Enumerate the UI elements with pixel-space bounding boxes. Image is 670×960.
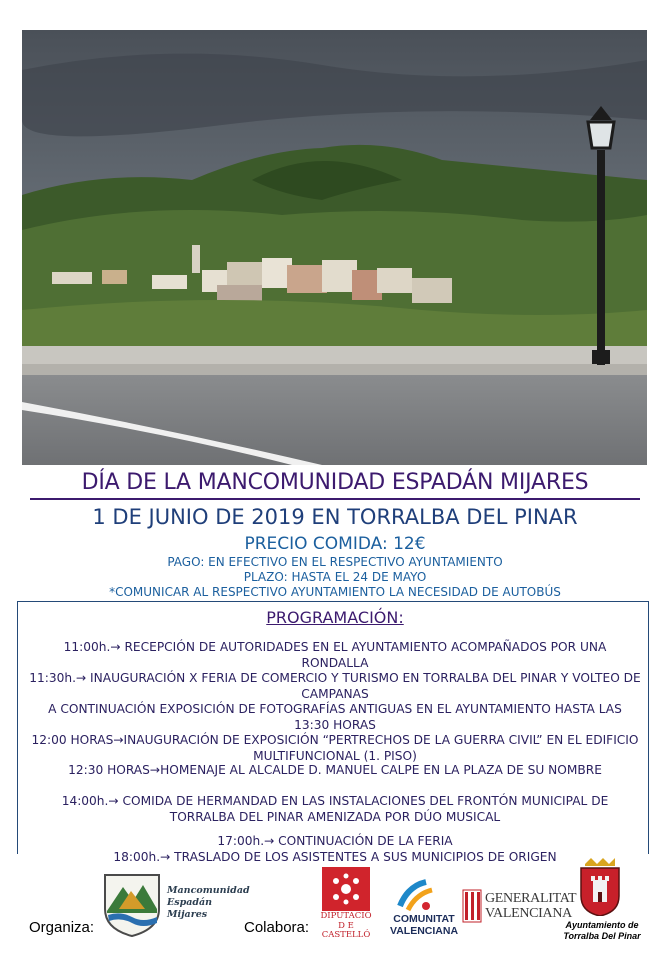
program-item bbox=[22, 850, 648, 866]
program-item-line: 14:00h.→ COMIDA DE HERMANDAD EN LAS INSTALACIONES DEL FRONTÓN MUNICIPAL DE bbox=[61, 794, 609, 808]
program-item bbox=[22, 640, 648, 671]
program-item bbox=[22, 794, 648, 825]
program-item-line: MULTIFUNCIONAL (1. PISO) bbox=[253, 748, 417, 763]
program-item bbox=[22, 702, 648, 733]
program-item-line: RONDALLA bbox=[301, 655, 369, 670]
program-item-line: TORRALBA DEL PINAR AMENIZADA POR DÚO MUSICAL bbox=[169, 809, 501, 824]
diputacio-line: D E bbox=[338, 920, 354, 931]
program-item-line: 11:00h.→ RECEPCIÓN DE AUTORIDADES EN EL AYUNTAMIENTO ACOMPAÑADOS POR UNA bbox=[63, 640, 607, 654]
mancomunidad-logo-text bbox=[167, 885, 250, 921]
organiza-label: Organiza: bbox=[29, 919, 95, 936]
program-item-line: 12:30 HORAS→HOMENAJE AL ALCALDE D. MANUEL CALPE EN LA PLAZA DE SU NOMBRE bbox=[68, 763, 602, 777]
generalitat-line: VALENCIANA bbox=[485, 906, 572, 921]
program-item-line: 11:30h.→ INAUGURACIÓN X FERIA DE COMERCIO Y TURISMO EN TORRALBA DEL PINAR Y VOLTEO DE bbox=[29, 671, 641, 685]
ayuntamiento-line: Ayuntamiento de bbox=[565, 920, 639, 930]
bus-note: *COMUNICAR AL RESPECTIVO AYUNTAMIENTO LA NECESIDAD DE AUTOBÚS bbox=[109, 585, 561, 599]
program-title: PROGRAMACIÓN: bbox=[266, 608, 404, 627]
mancomunidad-shield-logo bbox=[103, 873, 161, 938]
payment-info: PAGO: EN EFECTIVO EN EL RESPECTIVO AYUNTAMIENTO bbox=[167, 555, 503, 569]
ayuntamiento-line: Torralba Del Pinar bbox=[563, 931, 641, 941]
colabora-label: Colabora: bbox=[244, 919, 310, 936]
program-item bbox=[22, 733, 648, 764]
village-photo bbox=[22, 30, 647, 465]
diputacio-line: DIPUTACIÓ bbox=[320, 911, 372, 921]
program-item-line: CAMPANAS bbox=[301, 686, 369, 701]
generalitat-line: GENERALITAT bbox=[485, 891, 577, 906]
diputacio-text bbox=[316, 912, 376, 941]
mancomunidad-line: Espadán bbox=[167, 897, 213, 908]
program-item-line: 17:00h.→ CONTINUACIÓN DE LA FERIA bbox=[217, 834, 453, 848]
event-date-location: 1 DE JUNIO DE 2019 EN TORRALBA DEL PINAR bbox=[92, 505, 578, 529]
comunitat-valenciana-logo bbox=[396, 876, 436, 916]
mancomunidad-line: Mancomunidad bbox=[167, 885, 250, 896]
diputacio-logo bbox=[322, 867, 370, 911]
comunitat-valenciana-text bbox=[384, 914, 464, 937]
program-item-line: 13:30 HORAS bbox=[294, 717, 376, 732]
generalitat-shield-icon bbox=[462, 889, 482, 923]
program-item bbox=[22, 834, 648, 850]
program-item bbox=[22, 763, 648, 779]
comunitat-line: COMUNITAT bbox=[393, 913, 455, 925]
program-item-line: 18:00h.→ TRASLADO DE LOS ASISTENTES A SUS MUNICIPIOS DE ORIGEN bbox=[113, 850, 557, 864]
program-item-line: A CONTINUACIÓN EXPOSICIÓN DE FOTOGRAFÍAS ANTIGUAS EN EL AYUNTAMIENTO HASTA LAS bbox=[48, 702, 622, 716]
ayuntamiento-coat-of-arms-icon bbox=[577, 858, 623, 916]
comunitat-line: VALENCIANA bbox=[389, 924, 459, 937]
meal-price: PRECIO COMIDA: 12€ bbox=[244, 534, 426, 554]
deadline-info: PLAZO: HASTA EL 24 DE MAYO bbox=[243, 570, 427, 584]
ayuntamiento-text bbox=[552, 920, 652, 942]
mancomunidad-line: Mijares bbox=[167, 909, 208, 920]
event-title: DÍA DE LA MANCOMUNIDAD ESPADÁN MIJARES bbox=[81, 470, 589, 495]
program-item-line: 12:00 HORAS→INAUGURACIÓN DE EXPOSICIÓN “PERTRECHOS DE LA GUERRA CIVIL” EN EL EDIFICIO bbox=[31, 733, 639, 747]
title-underline bbox=[30, 498, 640, 500]
diputacio-line: CASTELLÓ bbox=[321, 930, 371, 940]
program-item bbox=[22, 671, 648, 702]
generalitat-text bbox=[485, 891, 576, 921]
